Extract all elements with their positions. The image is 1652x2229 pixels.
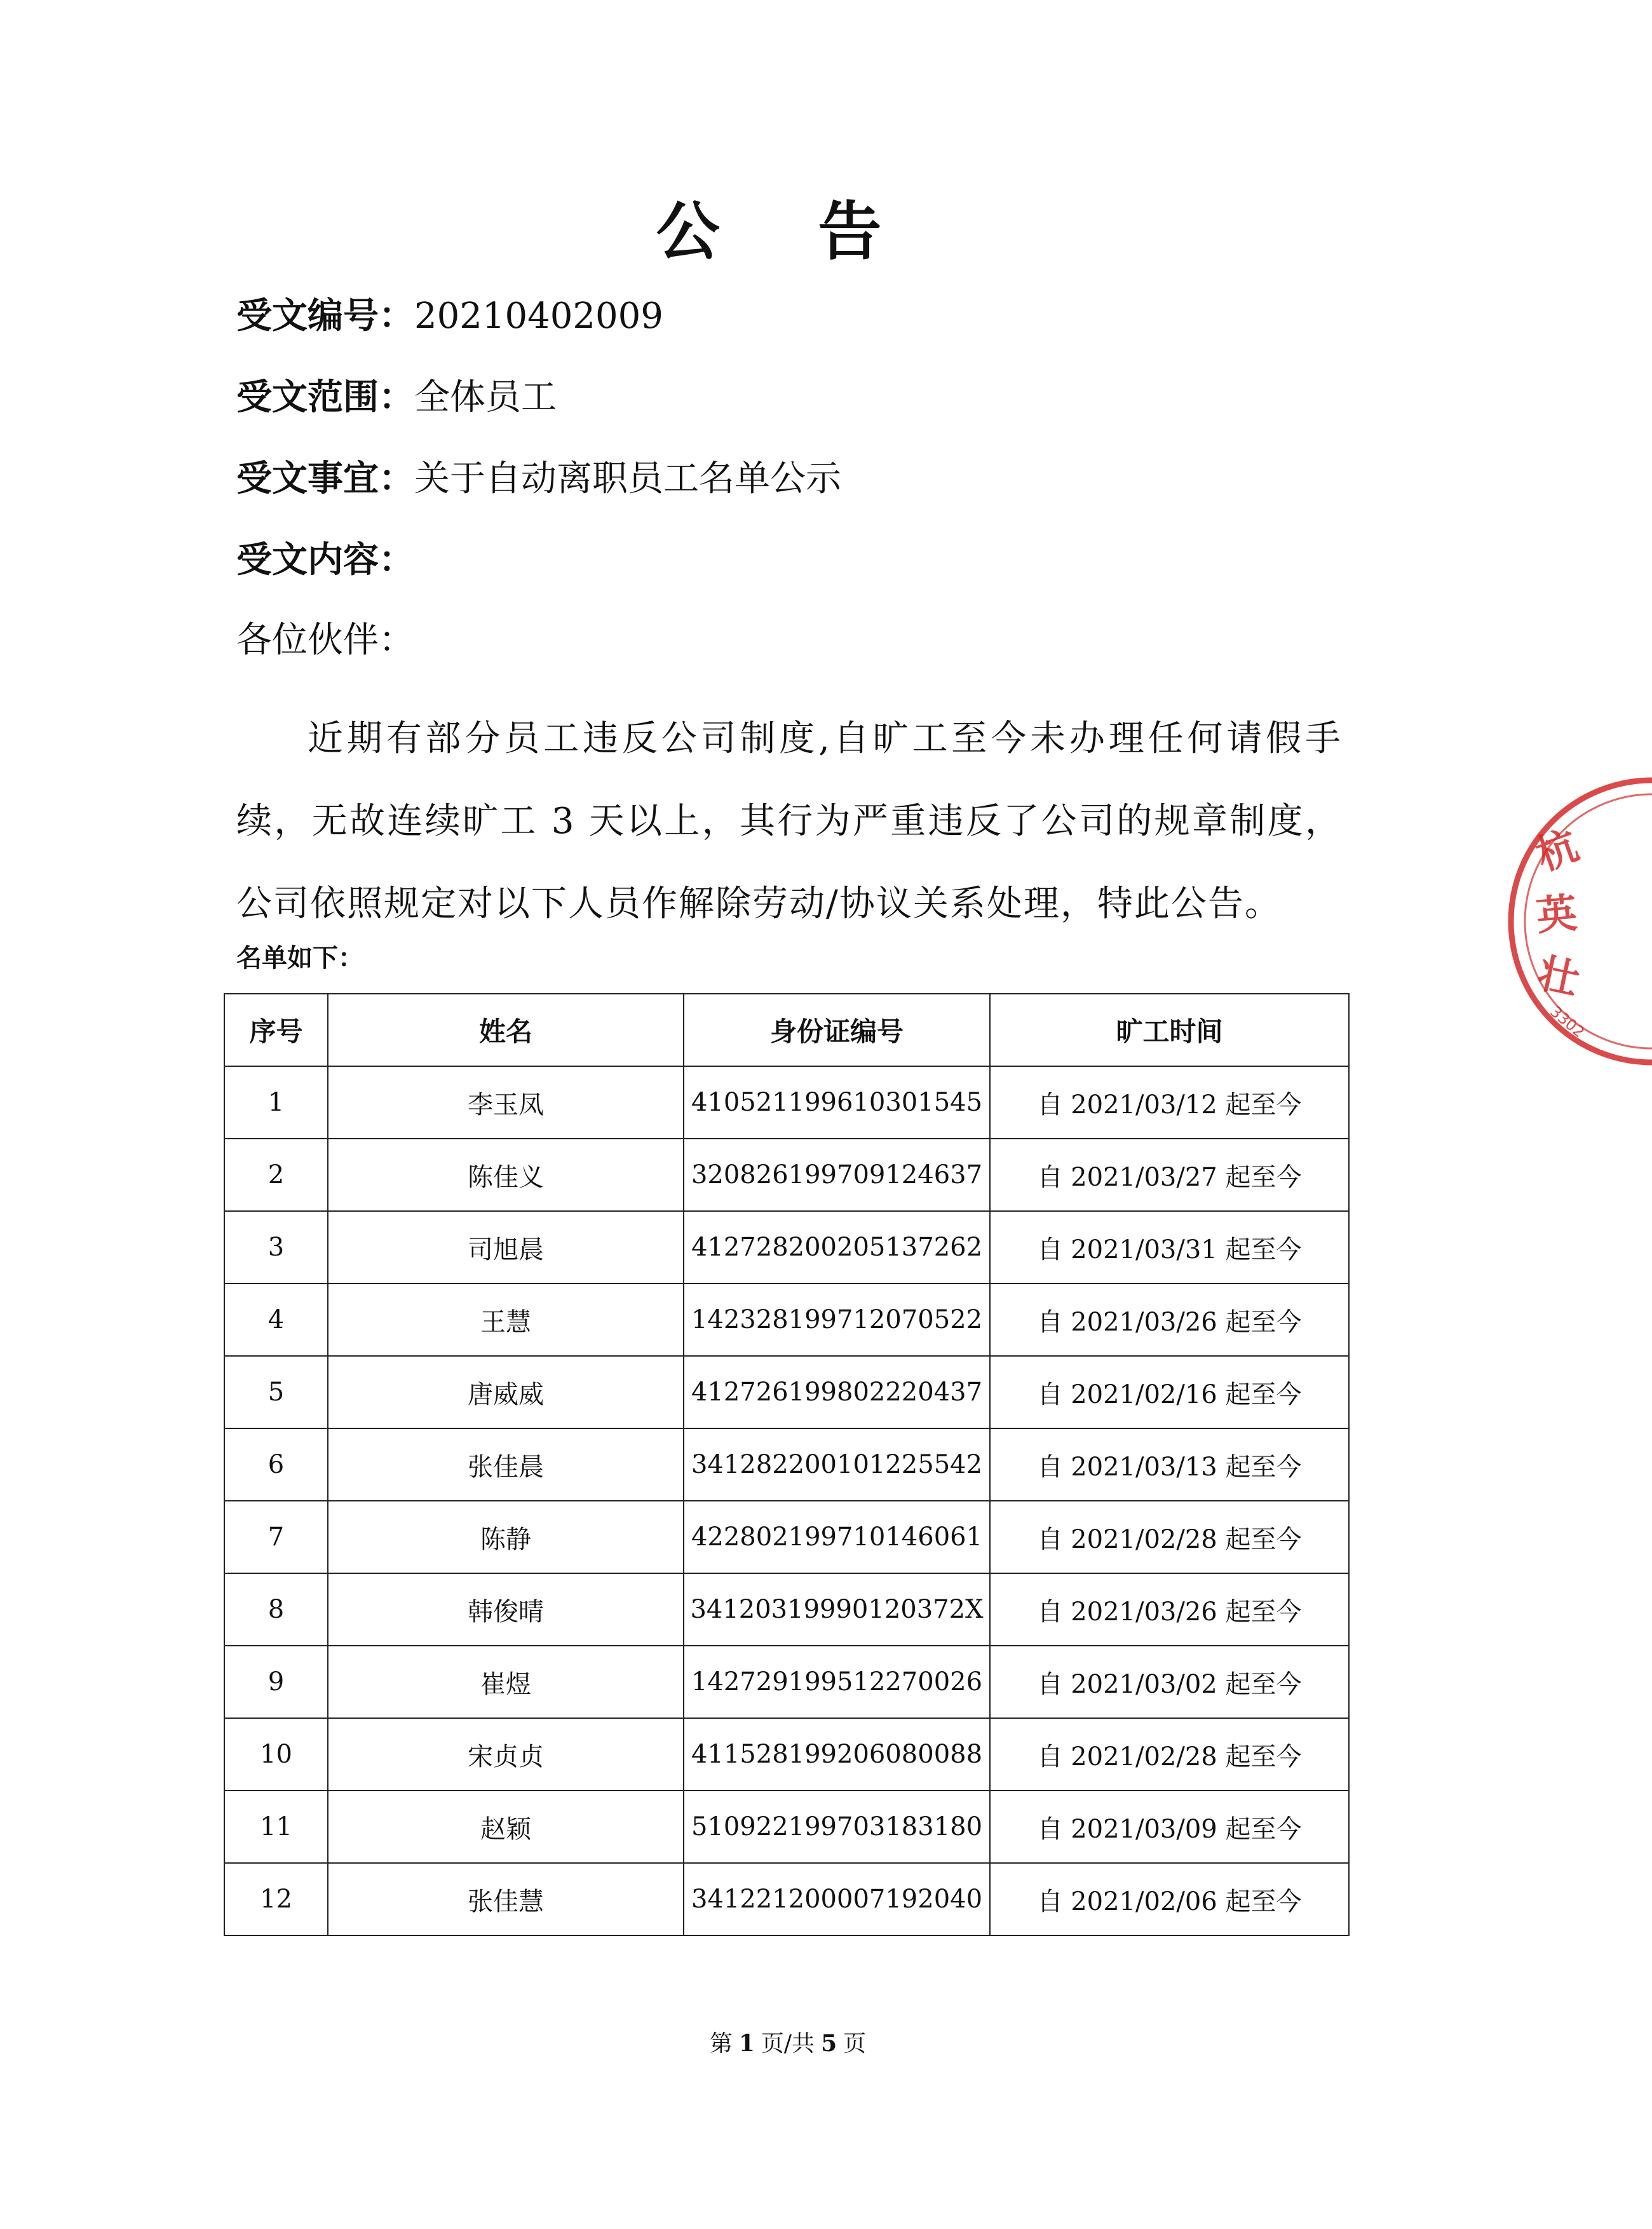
- table-row: [224, 1863, 1349, 1935]
- employee-table: [224, 993, 1350, 1936]
- cell-id-number: 412728200205137262: [684, 1211, 990, 1284]
- cell-name: 王慧: [328, 1284, 684, 1356]
- page-footer: [0, 2028, 1576, 2059]
- cell-index: 2: [224, 1139, 328, 1211]
- cell-name: 韩俊晴: [328, 1573, 684, 1646]
- field-scope: [236, 375, 557, 421]
- cell-name: 司旭晨: [328, 1211, 684, 1284]
- cell-name: 李玉凤: [328, 1066, 684, 1139]
- table-row: [224, 1791, 1349, 1863]
- footer-prefix: 第: [709, 2031, 733, 2057]
- cell-index: 4: [224, 1284, 328, 1356]
- header-index: 序号: [224, 994, 328, 1066]
- cell-index: 8: [224, 1573, 328, 1646]
- cell-id-number: 410521199610301545: [684, 1066, 990, 1139]
- header-id-number: 身份证编号: [684, 994, 990, 1066]
- table-row: [224, 1139, 1349, 1211]
- cell-id-number: 34120319990120372X: [684, 1573, 990, 1646]
- cell-absence-time: 自 2021/02/28 起至今: [990, 1501, 1349, 1573]
- cell-id-number: 142328199712070522: [684, 1284, 990, 1356]
- seal-code: 3302: [1547, 1002, 1588, 1041]
- cell-index: 11: [224, 1791, 328, 1863]
- cell-absence-time: 自 2021/03/26 起至今: [990, 1573, 1349, 1646]
- cell-absence-time: 自 2021/03/02 起至今: [990, 1646, 1349, 1718]
- cell-absence-time: 自 2021/02/06 起至今: [990, 1863, 1349, 1935]
- footer-total-pages: 5: [821, 2030, 837, 2057]
- cell-absence-time: 自 2021/03/12 起至今: [990, 1066, 1349, 1139]
- company-seal-icon: [1500, 762, 1652, 1080]
- field-subject-value: 关于自动离职员工名单公示: [414, 458, 841, 499]
- seal-char-2: 英: [1534, 890, 1580, 940]
- table-row: [224, 1573, 1349, 1646]
- list-heading: 名单如下：: [236, 944, 363, 973]
- field-number-value: 20210402009: [414, 295, 663, 337]
- cell-absence-time: 自 2021/03/31 起至今: [990, 1211, 1349, 1284]
- cell-index: 9: [224, 1646, 328, 1718]
- field-subject: [236, 456, 841, 502]
- cell-index: 7: [224, 1501, 328, 1573]
- body-paragraph: 近期有部分员工违反公司制度,自旷工至今未办理任何请假手续，无故连续旷工 3 天以上，其行为严重违反了公司的规章制度，公司依照规定对以下人员作解除劳动/协议关系处理，特此公告。: [236, 718, 1342, 925]
- cell-absence-time: 自 2021/03/13 起至今: [990, 1428, 1349, 1501]
- cell-id-number: 510922199703183180: [684, 1791, 990, 1863]
- footer-suffix: 页: [843, 2031, 867, 2057]
- cell-name: 赵颖: [328, 1791, 684, 1863]
- cell-absence-time: 自 2021/02/28 起至今: [990, 1718, 1349, 1791]
- cell-name: 崔煜: [328, 1646, 684, 1718]
- cell-index: 5: [224, 1356, 328, 1428]
- field-scope-value: 全体员工: [414, 377, 557, 418]
- footer-middle: 页/共: [761, 2031, 815, 2057]
- cell-index: 6: [224, 1428, 328, 1501]
- field-content-label: 受文内容：: [236, 539, 414, 581]
- cell-index: 12: [224, 1863, 328, 1935]
- cell-absence-time: 自 2021/03/09 起至今: [990, 1791, 1349, 1863]
- field-number: [236, 294, 663, 339]
- cell-id-number: 341221200007192040: [684, 1863, 990, 1935]
- field-content: [236, 538, 414, 583]
- cell-name: 张佳晨: [328, 1428, 684, 1501]
- seal-char-3: 壮: [1533, 949, 1583, 1005]
- cell-name: 张佳慧: [328, 1863, 684, 1935]
- cell-index: 1: [224, 1066, 328, 1139]
- table-row: [224, 1066, 1349, 1139]
- cell-name: 宋贞贞: [328, 1718, 684, 1791]
- table-row: [224, 1501, 1349, 1573]
- cell-absence-time: 自 2021/03/26 起至今: [990, 1284, 1349, 1356]
- table-row: [224, 1211, 1349, 1284]
- field-number-label: 受文编号：: [236, 295, 414, 337]
- field-scope-label: 受文范围：: [236, 377, 414, 418]
- cell-index: 10: [224, 1718, 328, 1791]
- seal-ring: [1511, 780, 1652, 1062]
- table-row: [224, 1646, 1349, 1718]
- seal-char-1: 杭: [1530, 822, 1585, 881]
- table-row: [224, 1356, 1349, 1428]
- header-absence-time: 旷工时间: [990, 994, 1349, 1066]
- table-row: [224, 1718, 1349, 1791]
- cell-id-number: 320826199709124637: [684, 1139, 990, 1211]
- greeting: 各位伙伴：: [236, 620, 414, 661]
- cell-name: 陈静: [328, 1501, 684, 1573]
- cell-id-number: 411528199206080088: [684, 1718, 990, 1791]
- cell-absence-time: 自 2021/03/27 起至今: [990, 1139, 1349, 1211]
- cell-absence-time: 自 2021/02/16 起至今: [990, 1356, 1349, 1428]
- field-subject-label: 受文事宜：: [236, 458, 414, 499]
- table-header-row: [224, 994, 1349, 1066]
- cell-name: 陈佳义: [328, 1139, 684, 1211]
- cell-id-number: 142729199512270026: [684, 1646, 990, 1718]
- cell-id-number: 341282200101225542: [684, 1428, 990, 1501]
- table-row: [224, 1428, 1349, 1501]
- cell-id-number: 412726199802220437: [684, 1356, 990, 1428]
- table-row: [224, 1284, 1349, 1356]
- cell-id-number: 422802199710146061: [684, 1501, 990, 1573]
- header-name: 姓名: [328, 994, 684, 1066]
- footer-page-number: 1: [738, 2030, 755, 2057]
- cell-index: 3: [224, 1211, 328, 1284]
- cell-name: 唐威威: [328, 1356, 684, 1428]
- document-title: 公 告: [656, 194, 920, 269]
